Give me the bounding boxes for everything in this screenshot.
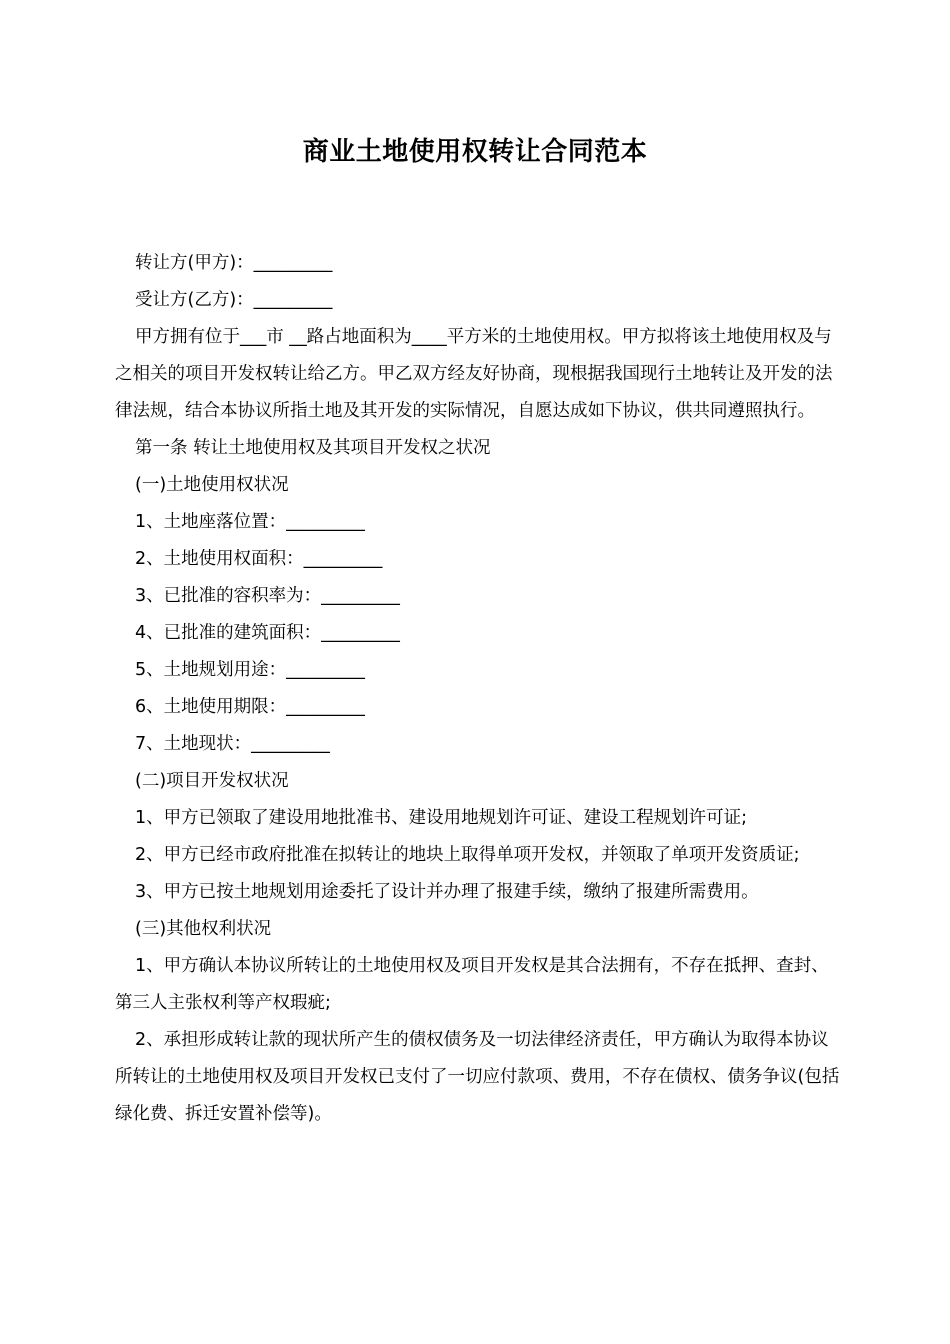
list-item: 1、土地座落位置：_________ — [135, 512, 365, 532]
list-item: 3、已批准的容积率为：_________ — [135, 586, 400, 606]
list-item: 1、甲方已领取了建设用地批准书、建设用地规划许可证、建设工程规划许可证; — [135, 808, 748, 828]
section-3-heading: (三)其他权利状况 — [135, 919, 272, 939]
document-title: 商业土地使用权转让合同范本 — [302, 137, 648, 167]
list-item: 1、甲方确认本协议所转让的土地使用权及项目开发权是其合法拥有，不存在抵押、查封、第三人主张权利等产权瑕疵; — [115, 956, 829, 1013]
paragraph-preamble: 甲方拥有位于___市 __路占地面积为____平方米的土地使用权。甲方拟将该土地使用权及与之相关的项目开发权转让给乙方。甲乙双方经友好协商，现根据我国现行土地转让及开发的法律法规，结合本协议所指土地及其开发的实际情况，自愿达成如下协议，供共同遵照执行。 — [115, 327, 833, 421]
article-1-heading: 第一条 转让土地使用权及其项目开发权之状况 — [135, 438, 491, 458]
list-item: 2、土地使用权面积：_________ — [135, 549, 383, 569]
document-body — [115, 245, 840, 1133]
section-2-heading: (二)项目开发权状况 — [135, 771, 289, 791]
list-item: 6、土地使用期限：_________ — [135, 697, 365, 717]
list-item: 2、甲方已经市政府批准在拟转让的地块上取得单项开发权，并领取了单项开发资质证; — [135, 845, 800, 865]
list-item: 4、已批准的建筑面积：_________ — [135, 623, 400, 643]
list-item: 5、土地规划用途：_________ — [135, 660, 365, 680]
list-item: 3、甲方已按土地规划用途委托了设计并办理了报建手续，缴纳了报建所需费用。 — [135, 882, 759, 902]
list-item: 7、土地现状：_________ — [135, 734, 330, 754]
paragraph-transferor: 转让方(甲方)：_________ — [135, 253, 333, 273]
paragraph-transferee: 受让方(乙方)：_________ — [135, 290, 333, 310]
section-1-heading: (一)土地使用权状况 — [135, 475, 289, 495]
list-item: 2、承担形成转让款的现状所产生的债权债务及一切法律经济责任，甲方确认为取得本协议所转让的土地使用权及项目开发权已支付了一切应付款项、费用，不存在债权、债务争议(包括绿化费、拆迁安置补偿等)。 — [115, 1030, 840, 1124]
